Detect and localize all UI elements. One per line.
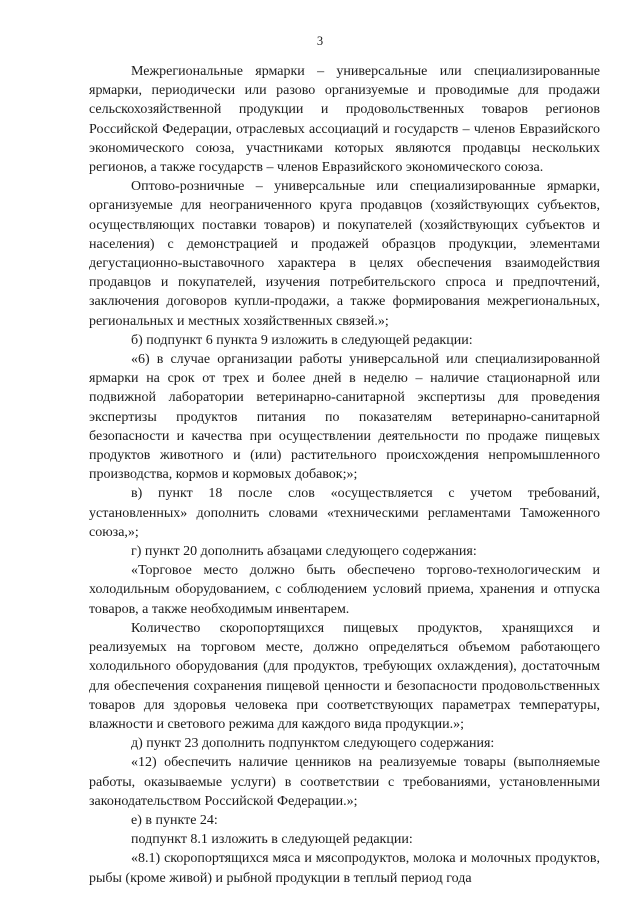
paragraph-item-v: в) пункт 18 после слов «осуществляется с учетом требований, установленных» дополнить словами «техническими регламентами Таможенного союза,»; (89, 486, 600, 540)
document-body (89, 62, 600, 888)
page-number: 3 (316, 34, 324, 48)
paragraph-subitem-8-1-intro: подпункт 8.1 изложить в следующей редакции: (131, 832, 413, 848)
paragraph-subitem-12: «12) обеспечить наличие ценников на реализуемые товары (выполняемые работы, оказываемые услуги) в соответствии с требованиями, установленными законодательством Российской Федерации.»; (89, 755, 600, 809)
paragraph-interregional-fairs: Межрегиональные ярмарки – универсальные или специализированные ярмарки, периодически или разово организуемые и проводимые для продажи сельскохозяйственной продукции и продовольственных товаров регионов Российской Федерации, отраслевых ассоциаций и государств – членов Евразийского экономического союза, участниками которых являются продавцы нескольких регионов, а также государств – членов Евразийского экономического союза. (89, 64, 600, 176)
paragraph-item-e: е) в пункте 24: (131, 812, 218, 828)
paragraph-item-d: д) пункт 23 дополнить подпунктом следующего содержания: (131, 736, 495, 752)
paragraph-perishable-quantity: Количество скоропортящихся пищевых продуктов, хранящихся и реализуемых на торговом месте, должно определяться объемом работающего холодильного оборудования (для продуктов, требующих охлаждения), достаточным для обеспечения сохранения пищевой ценности и безопасности продовольственных товаров для здоровья человека при соответствующих параметрах температуры, влажности и светового режима для каждого вида продукции.»; (89, 620, 600, 732)
paragraph-subitem-8-1: «8.1) скоропортящихся мяса и мясопродуктов, молока и молочных продуктов, рыбы (кроме живой) и рыбной продукции в теплый период года (89, 851, 600, 886)
paragraph-wholesale-retail-fairs: Оптово-розничные – универсальные или специализированные ярмарки, организуемые для неограниченного круга продавцов (хозяйствующих субъектов, осуществляющих поставки товаров) и покупателей (хозяйствующих субъектов и населения) с демонстрацией и продажей образцов продукции, элементами дегустационно-выставочного характера в целях обеспечения взаимодействия продавцов и покупателей, изучения потребительского спроса и предпочтений, заключения договоров купли-продажи, а также формирования межрегиональных, региональных и местных хозяйственных связей.»; (89, 179, 600, 329)
paragraph-subitem-6: «6) в случае организации работы универсальной или специализированной ярмарки на срок от трех и более дней в неделю – наличие стационарной или подвижной лаборатории ветеринарно-санитарной экспертизы для проведения экспертизы продуктов питания по показателям ветеринарно-санитарной безопасности и качества при осуществлении деятельности по продаже пищевых продуктов животного и (или) растительного происхождения непромышленного производства, кормов и кормовых добавок;»; (89, 352, 600, 483)
paragraph-item-b: б) подпункт 6 пункта 9 изложить в следующей редакции: (131, 332, 473, 348)
paragraph-item-g: г) пункт 20 дополнить абзацами следующего содержания: (131, 544, 477, 560)
paragraph-trading-place: «Торговое место должно быть обеспечено торгово-технологическим и холодильным оборудованием, с соблюдением условий приема, хранения и отпуска товаров, а также необходимым инвентарем. (89, 563, 600, 617)
